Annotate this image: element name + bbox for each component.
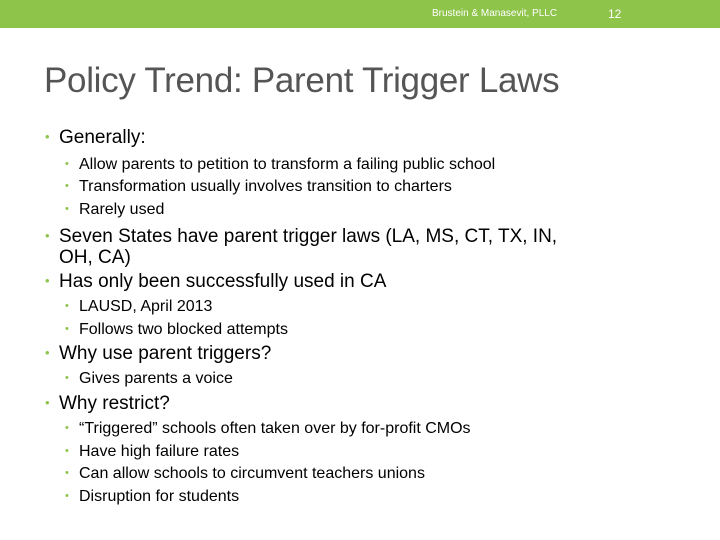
bullet-item: • Why use parent triggers? <box>45 343 272 364</box>
bullet-item: • Generally: <box>45 127 146 148</box>
bullet-item: • Has only been successfully used in CA <box>45 271 387 292</box>
sub-bullet-item: • “Triggered” schools often taken over by for-profit CMOs <box>65 417 471 440</box>
sub-bullet-item: • Rarely used <box>65 198 164 221</box>
bullet-dot-icon: • <box>65 422 69 434</box>
bullet-dot-icon: • <box>65 158 69 170</box>
bullet-dot-icon: • <box>65 323 69 335</box>
sub-bullet-item: • Have high failure rates <box>65 440 239 463</box>
sub-bullet-item: • Follows two blocked attempts <box>65 318 288 341</box>
bullet-dot-icon: • <box>45 395 50 410</box>
sub-bullet-item: • Can allow schools to circumvent teachers unions <box>65 462 425 485</box>
bullet-dot-icon: • <box>65 203 69 215</box>
bullet-dot-icon: • <box>45 273 50 288</box>
bullet-continuation: OH, CA) <box>59 247 131 268</box>
bullet-dot-icon: • <box>65 300 69 312</box>
bullet-item: • Seven States have parent trigger laws (LA, MS, CT, TX, IN, <box>45 226 558 247</box>
bullet-dot-icon: • <box>45 228 50 243</box>
bullet-dot-icon: • <box>45 345 50 360</box>
bullet-dot-icon: • <box>65 372 69 384</box>
sub-bullet-item: • Transformation usually involves transition to charters <box>65 175 452 198</box>
sub-bullet-item: • Disruption for students <box>65 485 239 508</box>
bullet-dot-icon: • <box>65 180 69 192</box>
bullet-dot-icon: • <box>65 490 69 502</box>
sub-bullet-item: • Gives parents a voice <box>65 367 233 390</box>
bullet-dot-icon: • <box>45 129 50 144</box>
firm-name: Brustein & Manasevit, PLLC <box>432 8 558 19</box>
slide-title: Policy Trend: Parent Trigger Laws <box>44 61 560 100</box>
page-number: 12 <box>608 7 622 21</box>
bullet-dot-icon: • <box>65 467 69 479</box>
sub-bullet-item: • Allow parents to petition to transform a failing public school <box>65 153 495 176</box>
sub-bullet-item: • LAUSD, April 2013 <box>65 295 212 318</box>
bullet-dot-icon: • <box>65 445 69 457</box>
bullet-item: • Why restrict? <box>45 393 170 414</box>
